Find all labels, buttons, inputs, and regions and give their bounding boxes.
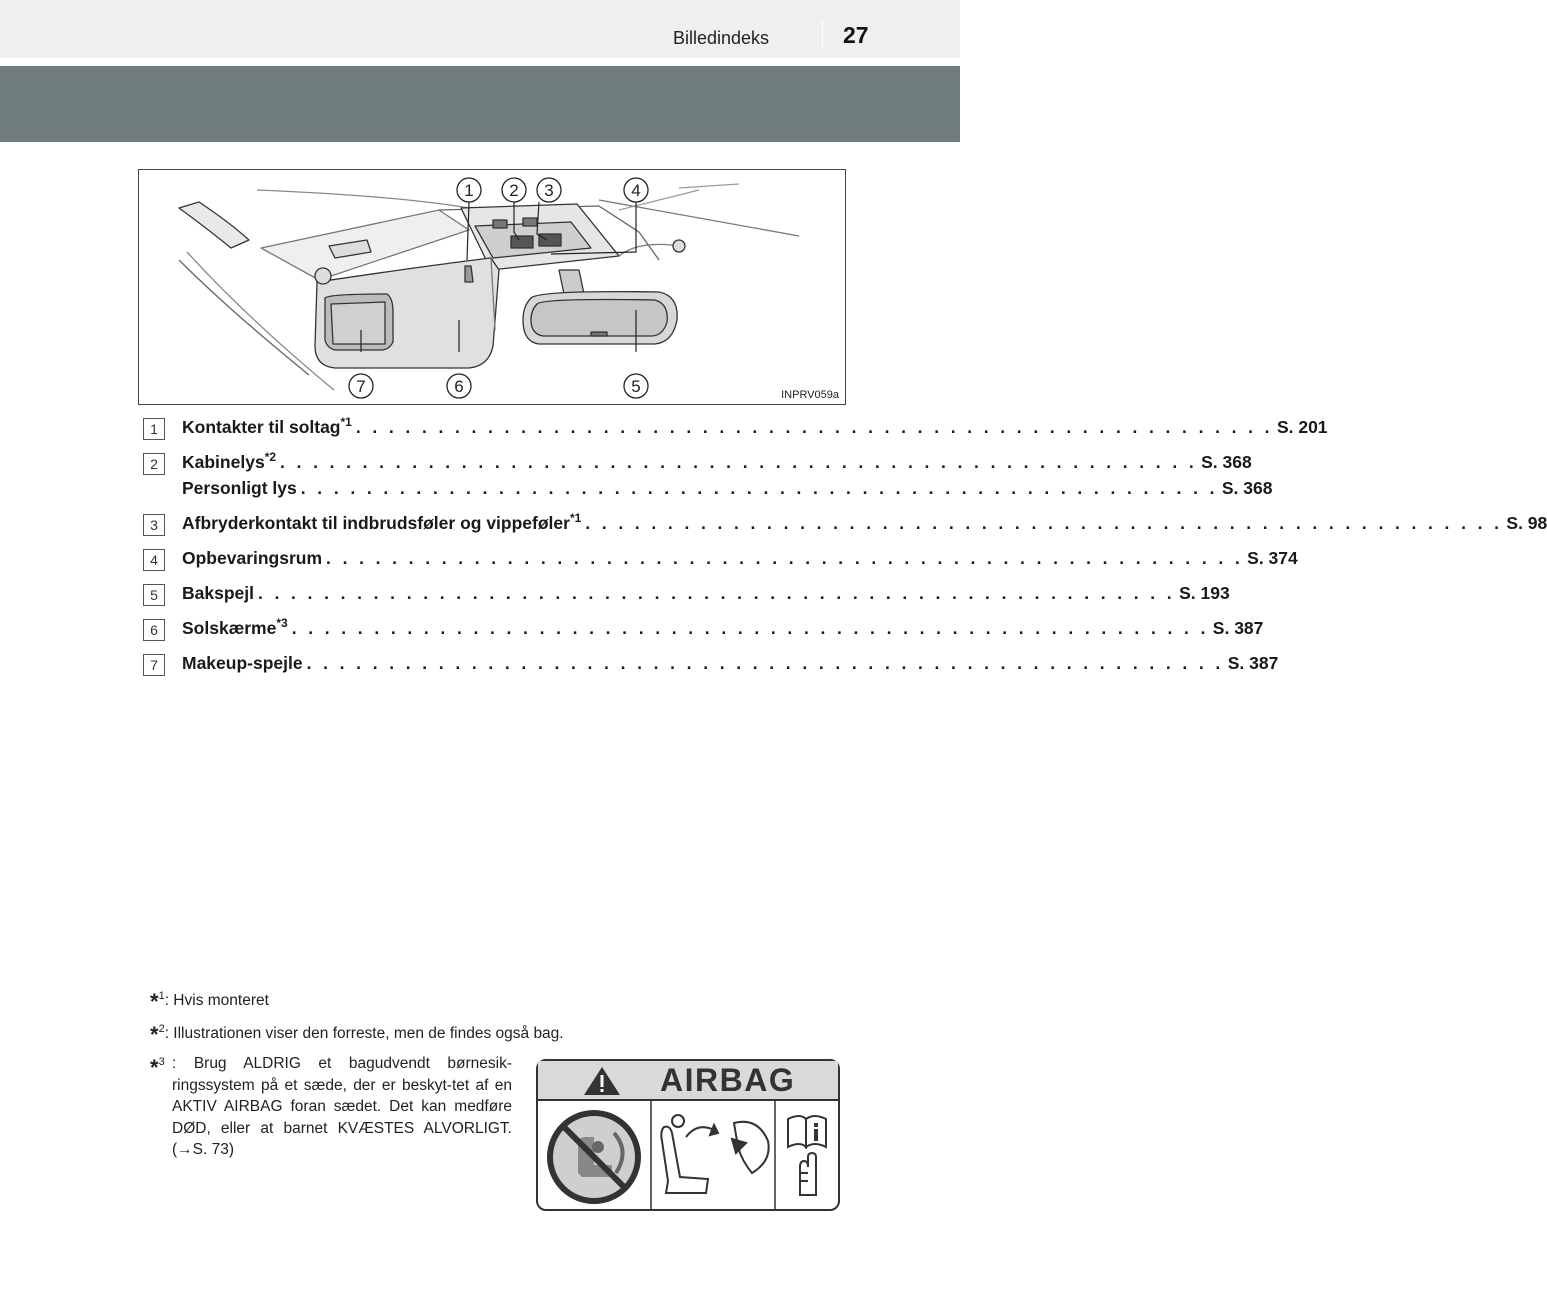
list-item: [143, 615, 1264, 645]
page-ref-link[interactable]: S. 201: [1276, 417, 1328, 437]
item-label: Kontakter til soltag: [182, 417, 341, 437]
footnote-star: *: [150, 1055, 159, 1080]
page-ref-link[interactable]: S. 368: [1221, 478, 1273, 498]
callout-3: 3: [544, 181, 554, 200]
list-item: [143, 580, 1230, 610]
footnote-star: *: [150, 989, 159, 1014]
no-rear-facing-seat-icon: [550, 1113, 638, 1201]
page-ref-link[interactable]: S. 193: [1179, 583, 1230, 603]
index-entry: [182, 511, 1547, 534]
item-footnote-mark: *1: [340, 415, 352, 430]
airbag-pictograms: [538, 1061, 838, 1209]
callout-2: 2: [509, 181, 519, 200]
page-header: [0, 0, 960, 62]
list-item: [143, 414, 1328, 444]
footnote-1: [150, 985, 269, 1014]
item-footnote-mark: *1: [569, 511, 582, 526]
footnote-text: : Brug ALDRIG et bagudvendt børnesik-ringssystem på et sæde, der er beskyt-tet af en AKTIV AIRBAG foran sædet. Det kan medføre DØD, eller at barnet KVÆSTES ALVORLIGT. (→S. 73): [172, 1055, 512, 1158]
item-number: 4: [143, 549, 165, 571]
item-label: Personligt lys: [182, 478, 297, 498]
index-entry: [182, 583, 1230, 604]
callout-1: 1: [464, 181, 474, 200]
footnote-3: [150, 1051, 520, 1158]
leader-dots: . . . . . . . . . . . . . . . . . . . . . . . . . . . . . . . . . . . . . . . . . . . . . . . . . . . . . . . .: [257, 583, 1176, 603]
index-entry: [182, 548, 1298, 569]
header-bar: [0, 0, 960, 58]
leader-dots: . . . . . . . . . . . . . . . . . . . . . . . . . . . . . . . . . . . . . . . . . . . . . . . . . . . . . . . .: [585, 513, 1503, 533]
item-number: 7: [143, 654, 165, 676]
footnote-text: : Hvis monteret: [164, 992, 269, 1009]
seat-airbag-icon: [661, 1115, 768, 1193]
page-ref-link[interactable]: S. 98: [1506, 513, 1547, 533]
footnote-number: 2: [158, 1022, 165, 1035]
illustration-drawing: [139, 170, 845, 404]
leader-dots: . . . . . . . . . . . . . . . . . . . . . . . . . . . . . . . . . . . . . . . . . . . . . . . . . . . . . . . .: [280, 452, 1198, 472]
list-item: [143, 475, 1273, 505]
item-number: 1: [143, 418, 165, 440]
page-number: 27: [843, 22, 869, 48]
item-label: Bakspejl: [182, 583, 254, 603]
list-item: [143, 545, 1298, 575]
item-number: 5: [143, 584, 165, 606]
page-ref-link[interactable]: S. 387: [1227, 653, 1279, 673]
leader-dots: . . . . . . . . . . . . . . . . . . . . . . . . . . . . . . . . . . . . . . . . . . . . . . . . . . . . . . . .: [300, 478, 1218, 498]
item-number: 3: [143, 514, 165, 536]
page-ref-link[interactable]: S. 374: [1247, 548, 1298, 568]
item-label: Kabinelys: [182, 452, 265, 472]
item-number: 2: [143, 453, 165, 475]
index-entry: [182, 616, 1264, 639]
header-divider: [822, 20, 823, 50]
leader-dots: . . . . . . . . . . . . . . . . . . . . . . . . . . . . . . . . . . . . . . . . . . . . . . . . . . . . . . . .: [306, 653, 1224, 673]
footnote-number: 3: [158, 1055, 165, 1068]
item-label: Solskærme: [182, 618, 277, 638]
callout-5: 5: [631, 377, 641, 396]
index-entry: [182, 450, 1252, 473]
list-item: [143, 650, 1279, 680]
item-number: 6: [143, 619, 165, 641]
item-label: Opbevaringsrum: [182, 548, 323, 568]
overhead-console-illustration: [138, 169, 846, 405]
footnote-text: : Illustrationen viser den forreste, men de findes også bag.: [164, 1025, 564, 1042]
callout-7: 7: [356, 377, 366, 396]
item-footnote-mark: *3: [276, 616, 288, 631]
leader-dots: . . . . . . . . . . . . . . . . . . . . . . . . . . . . . . . . . . . . . . . . . . . . . . . . . . . . . . . .: [291, 618, 1209, 638]
leader-dots: . . . . . . . . . . . . . . . . . . . . . . . . . . . . . . . . . . . . . . . . . . . . . . . . . . . . . . . .: [355, 417, 1273, 437]
page-ref-link[interactable]: S. 387: [1212, 618, 1264, 638]
footnote-star: *: [150, 1022, 159, 1047]
footnote-2: [150, 1018, 564, 1047]
index-entry: [182, 415, 1328, 438]
callout-6: 6: [454, 377, 464, 396]
footnote-number: 1: [158, 989, 165, 1002]
section-title: Billedindeks: [673, 28, 770, 48]
index-entry: [182, 653, 1279, 674]
leader-dots: . . . . . . . . . . . . . . . . . . . . . . . . . . . . . . . . . . . . . . . . . . . . . . . . . . . . . . . .: [326, 548, 1244, 568]
item-label: Makeup-spejle: [182, 653, 303, 673]
airbag-warning-label: [536, 1059, 840, 1211]
item-footnote-mark: *2: [264, 450, 277, 465]
warning-triangle-icon: [584, 1067, 620, 1095]
list-item: [143, 510, 1547, 540]
item-label: Afbryderkontakt til indbrudsføler og vippeføler: [182, 513, 570, 533]
figure-code: INPRV059a: [781, 389, 839, 401]
index-entry: [182, 478, 1273, 499]
manual-book-icon: [788, 1116, 826, 1195]
section-band: [0, 66, 960, 142]
callout-4: 4: [631, 181, 641, 200]
airbag-word: AIRBAG: [660, 1062, 796, 1098]
page-ref-link[interactable]: S. 368: [1201, 452, 1252, 472]
